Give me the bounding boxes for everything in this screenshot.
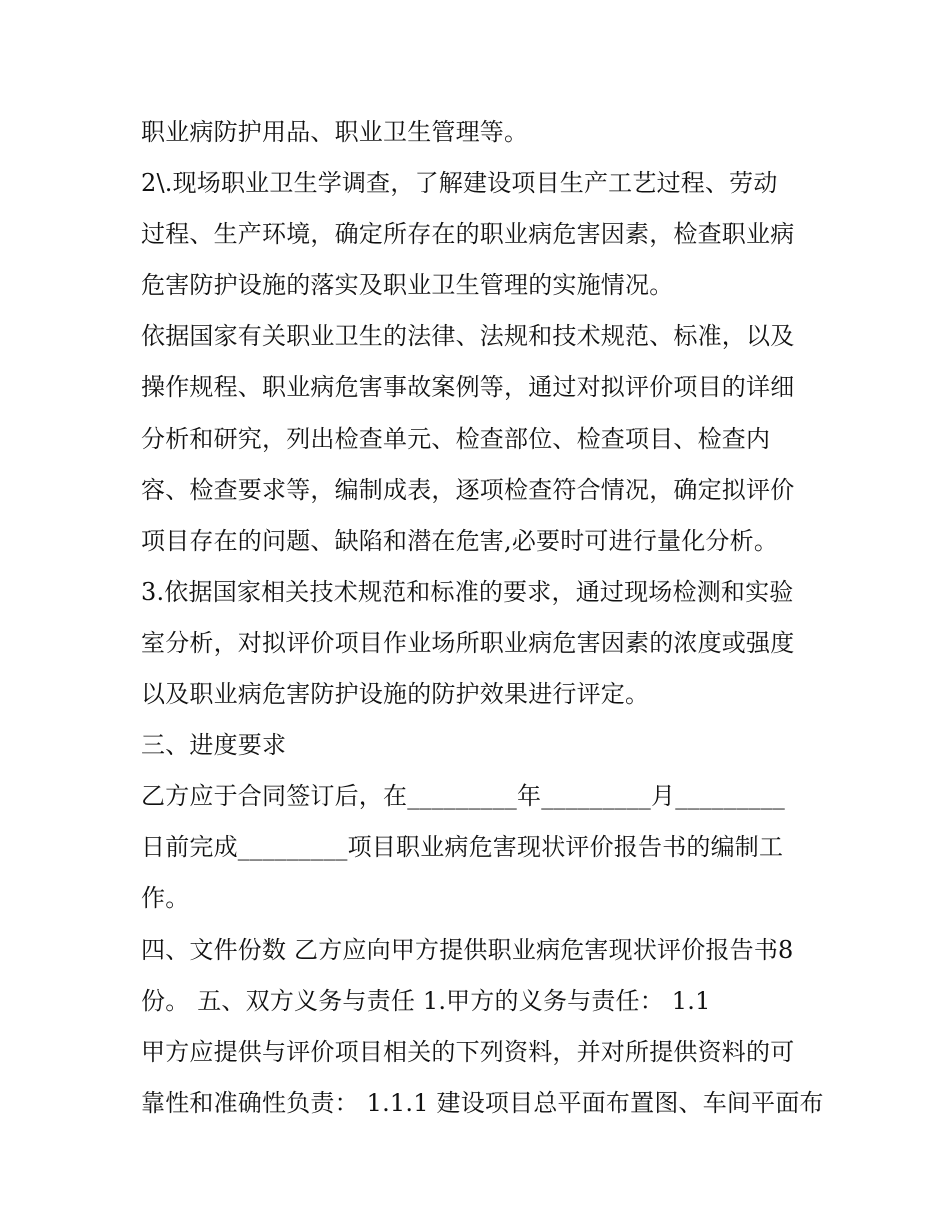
text-line: 份。 五、双方义务与责任 1.甲方的义务与责任： 1.1 <box>141 986 711 1015</box>
text-line: 以及职业病危害防护设施的防护效果进行评定。 <box>141 680 650 709</box>
text-line: 日前完成_________项目职业病危害现状评价报告书的编制工 <box>141 833 784 862</box>
text-line: 室分析，对拟评价项目作业场所职业病危害因素的浓度或强度 <box>141 628 795 657</box>
text-line: 职业病防护用品、职业卫生管理等。 <box>141 118 529 146</box>
document-body <box>141 107 824 1129</box>
text-line: 依据国家有关职业卫生的法律、法规和技术规范、标准，以及 <box>141 322 795 351</box>
text-line: 危害防护设施的落实及职业卫生管理的实施情况。 <box>141 271 674 300</box>
text-line: 项目存在的问题、缺陷和潜在危害,必要时可进行量化分析。 <box>141 526 779 555</box>
text-line: 3.依据国家相关技术规范和标准的要求，通过现场检测和实验 <box>141 577 794 606</box>
text-line: 作。 <box>141 884 190 913</box>
text-line: 四、文件份数 乙方应向甲方提供职业病危害现状评价报告书8 <box>141 935 794 964</box>
text-line: 乙方应于合同签订后，在_________年_________月_________ <box>141 782 785 811</box>
text-line: 过程、生产环境，确定所存在的职业病危害因素，检查职业病 <box>141 220 795 249</box>
text-line: 2\.现场职业卫生学调查，了解建设项目生产工艺过程、劳动 <box>141 169 778 198</box>
text-line: 操作规程、职业病危害事故案例等，通过对拟评价项目的详细 <box>141 373 795 402</box>
text-line: 容、检查要求等，编制成表，逐项检查符合情况，确定拟评价 <box>141 475 795 504</box>
section-heading: 三、进度要求 <box>141 731 287 760</box>
text-line: 甲方应提供与评价项目相关的下列资料，并对所提供资料的可 <box>141 1037 795 1066</box>
text-line: 分析和研究，列出检查单元、检查部位、检查项目、检查内 <box>141 424 771 453</box>
text-line: 靠性和准确性负责： 1.1.1 建设项目总平面布置图、车间平面布 <box>141 1088 824 1117</box>
